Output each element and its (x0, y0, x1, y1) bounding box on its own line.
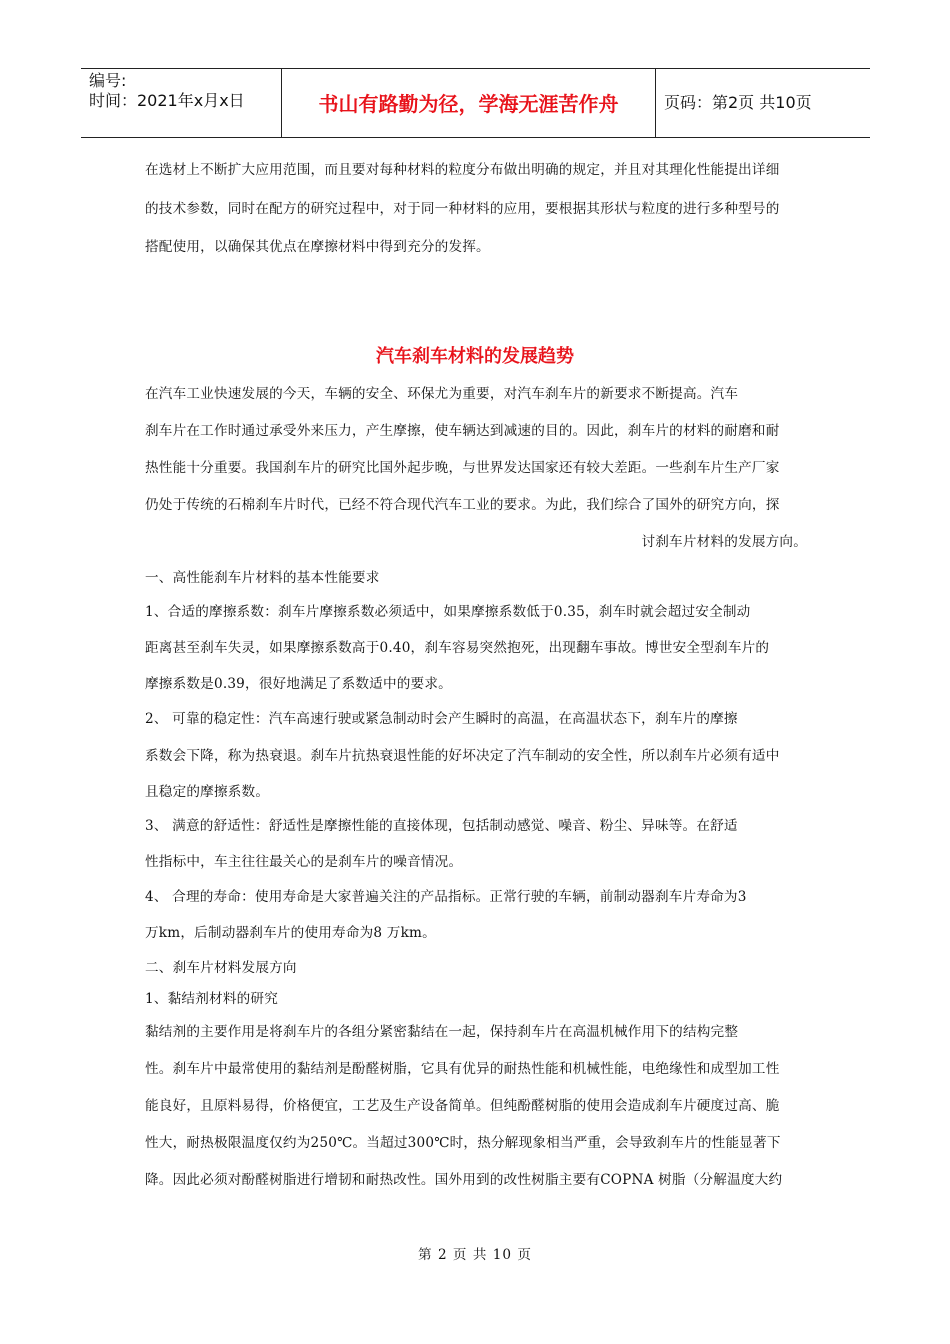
item2-line: 系数会下降，称为热衰退。刹车片抗热衰退性能的好坏决定了汽车制动的安全性，所以刹车片必须有适中 (145, 748, 780, 764)
section2-heading: 二、刹车片材料发展方向 (145, 960, 297, 976)
article-title: 汽车刹车材料的发展趋势 (376, 346, 574, 367)
item3-line: 性指标中，车主往往最关心的是刹车片的噪音情况。 (145, 854, 463, 870)
para1-line: 热性能十分重要。我国刹车片的研究比国外起步晚，与世界发达国家还有较大差距。一些刹车片生产厂家 (145, 460, 780, 476)
para2-line: 能良好，且原料易得，价格便宜，工艺及生产设备简单。但纯酚醛树脂的使用会造成刹车片硬度过高、脆 (145, 1098, 780, 1114)
item4-line: 万km，后制动器刹车片的使用寿命为8 万km。 (145, 925, 436, 941)
header-right-cell (656, 69, 870, 137)
time-label: 时间：2021年x月x日 (89, 91, 245, 110)
section1-heading: 一、高性能刹车片材料的基本性能要求 (145, 570, 380, 586)
para2-line: 性大，耐热极限温度仅约为250℃。当超过300℃时，热分解现象相当严重，会导致刹车片的性能显著下 (145, 1135, 781, 1151)
item2-line: 2、 可靠的稳定性：汽车高速行驶或紧急制动时会产生瞬时的高温，在高温状态下，刹车片的摩擦 (145, 711, 738, 727)
sub1-heading: 1、黏结剂材料的研究 (145, 991, 278, 1007)
header-motto: 书山有路勤为径，学海无涯苦作舟 (318, 92, 619, 116)
header-table (81, 68, 870, 138)
para2-line: 性。刹车片中最常使用的黏结剂是酚醛树脂，它具有优异的耐热性能和机械性能，电绝缘性和成型加工性 (145, 1061, 780, 1077)
intro-line: 搭配使用，以确保其优点在摩擦材料中得到充分的发挥。 (145, 239, 490, 255)
para1-line: 仍处于传统的石棉刹车片时代，已经不符合现代汽车工业的要求。为此，我们综合了国外的研究方向，探 (145, 497, 780, 513)
para1-line: 在汽车工业快速发展的今天，车辆的安全、环保尤为重要，对汽车刹车片的新要求不断提高。汽车 (145, 386, 739, 402)
item1-line: 距离甚至刹车失灵，如果摩擦系数高于0.40，刹车容易突然抱死，出现翻车事故。博世安全型刹车片的 (145, 640, 770, 656)
header-page-info: 页码：第2页 共10页 (664, 93, 812, 112)
para1-line: 刹车片在工作时通过承受外来压力，产生摩擦，使车辆达到减速的目的。因此，刹车片的材料的耐磨和耐 (145, 423, 780, 439)
page-footer: 第 2 页 共 10 页 (418, 1247, 532, 1263)
item4-line: 4、 合理的寿命：使用寿命是大家普遍关注的产品指标。正常行驶的车辆，前制动器刹车片寿命为3 (145, 889, 747, 905)
intro-line: 在选材上不断扩大应用范围，而且要对每种材料的粒度分布做出明确的规定，并且对其理化性能提出详细 (145, 162, 780, 178)
header-left-cell (81, 69, 282, 137)
para2-line: 黏结剂的主要作用是将刹车片的各组分紧密黏结在一起，保持刹车片在高温机械作用下的结构完整 (145, 1024, 739, 1040)
header-center-cell (282, 69, 656, 137)
number-label: 编号: (89, 71, 127, 90)
para1-tail: 讨刹车片材料的发展方向。 (641, 534, 807, 550)
item1-line: 摩擦系数是0.39，很好地满足了系数适中的要求。 (145, 676, 452, 692)
para2-line: 降。因此必须对酚醛树脂进行增韧和耐热改性。国外用到的改性树脂主要有COPNA 树脂（分解温度大约 (145, 1172, 783, 1188)
item1-line: 1、合适的摩擦系数：刹车片摩擦系数必须适中，如果摩擦系数低于0.35，刹车时就会超过安全制动 (145, 604, 751, 620)
item2-line: 且稳定的摩擦系数。 (145, 784, 270, 800)
item3-line: 3、 满意的舒适性：舒适性是摩擦性能的直接体现，包括制动感觉、噪音、粉尘、异味等。在舒适 (145, 818, 738, 834)
intro-line: 的技术参数，同时在配方的研究过程中，对于同一种材料的应用，要根据其形状与粒度的进行多种型号的 (145, 201, 780, 217)
